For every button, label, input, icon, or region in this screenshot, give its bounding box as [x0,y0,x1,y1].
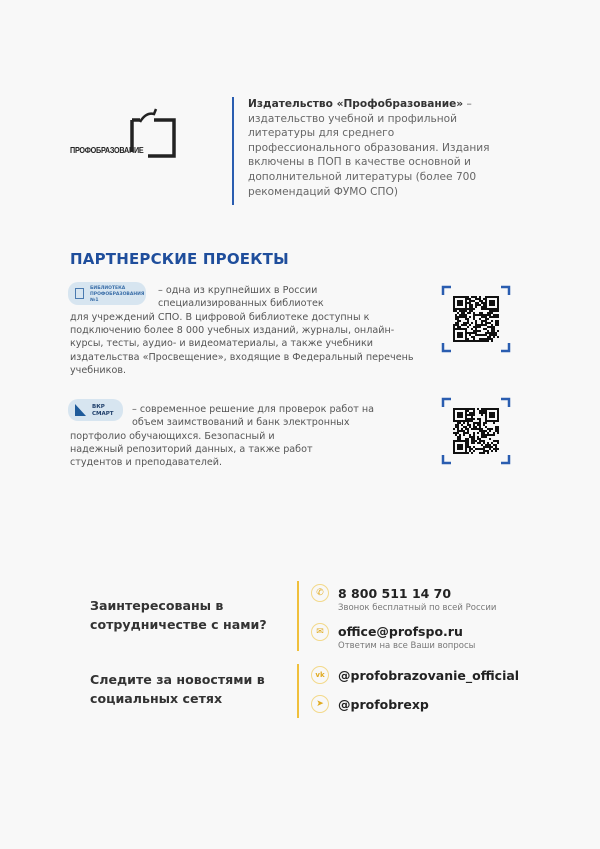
phone-note: Звонок бесплатный по всей России [338,603,497,613]
publisher-logo-text: ПРОФОБРАЗОВАНИЕ [70,145,144,155]
phone-icon: ✆ [311,584,329,602]
telegram-link[interactable]: @profobrexp [338,697,429,712]
partner-text: портфолио обучающихся. Безопасный и надежный репозиторий данных, а также работ студентов и преподавателей. [70,431,313,469]
library-badge[interactable] [68,282,146,305]
vk-link[interactable]: @profobrazovanie_official [338,668,520,683]
publisher-description [248,97,508,199]
divider [297,664,299,718]
qr-code-vkr[interactable] [441,397,511,465]
telegram-icon: ➤ [311,695,329,713]
email-link[interactable]: office@profspo.ru [338,624,463,639]
contact-heading: Заинтересованы в сотрудничестве с нами? [90,598,267,632]
section-title: ПАРТНЕРСКИЕ ПРОЕКТЫ [70,250,289,268]
vkr-logo-icon [75,404,86,416]
badge-text: ВКР СМАРТ [92,404,114,417]
vk-icon: vk [311,666,329,684]
vkr-smart-badge[interactable] [68,399,123,421]
email-note: Ответим на все Ваши вопросы [338,641,476,651]
phone-number[interactable]: 8 800 511 14 70 [338,586,452,601]
partner-intro: – одна из крупнейших в России специализированных библиотек [158,285,324,310]
badge-text: БИБЛИОТЕКА ПРОФОБРАЗОВАНИЯ №1 [90,286,145,303]
dash: – [463,98,472,110]
divider [297,581,299,651]
mail-icon: ✉ [311,623,329,641]
publisher-name: Издательство «Профобразование» [248,98,464,110]
social-heading: Следите за новостями в социальных сетях [90,672,265,706]
divider [232,97,234,205]
qr-code-library[interactable] [441,285,511,353]
publisher-text: издательство учебной и профильной литературы для среднего профессионального образования. Издания включены в ПОП в качестве основной и дополнительной литературы (более 700 рекомендаций ФУМО СПО) [248,112,490,198]
book-icon [75,288,84,299]
partner-intro: – современное решение для проверок работ на объем заимствований и банк электронных [132,404,374,429]
partner-text: для учреждений СПО. В цифровой библиотеке доступны к подключению более 8 000 учебных изданий, журналы, онлайн-курсы, тесты, аудио- и видеоматериалы, а также учебники издательства «Просвещение», входящие в Федеральный перечень учебников. [70,312,414,376]
